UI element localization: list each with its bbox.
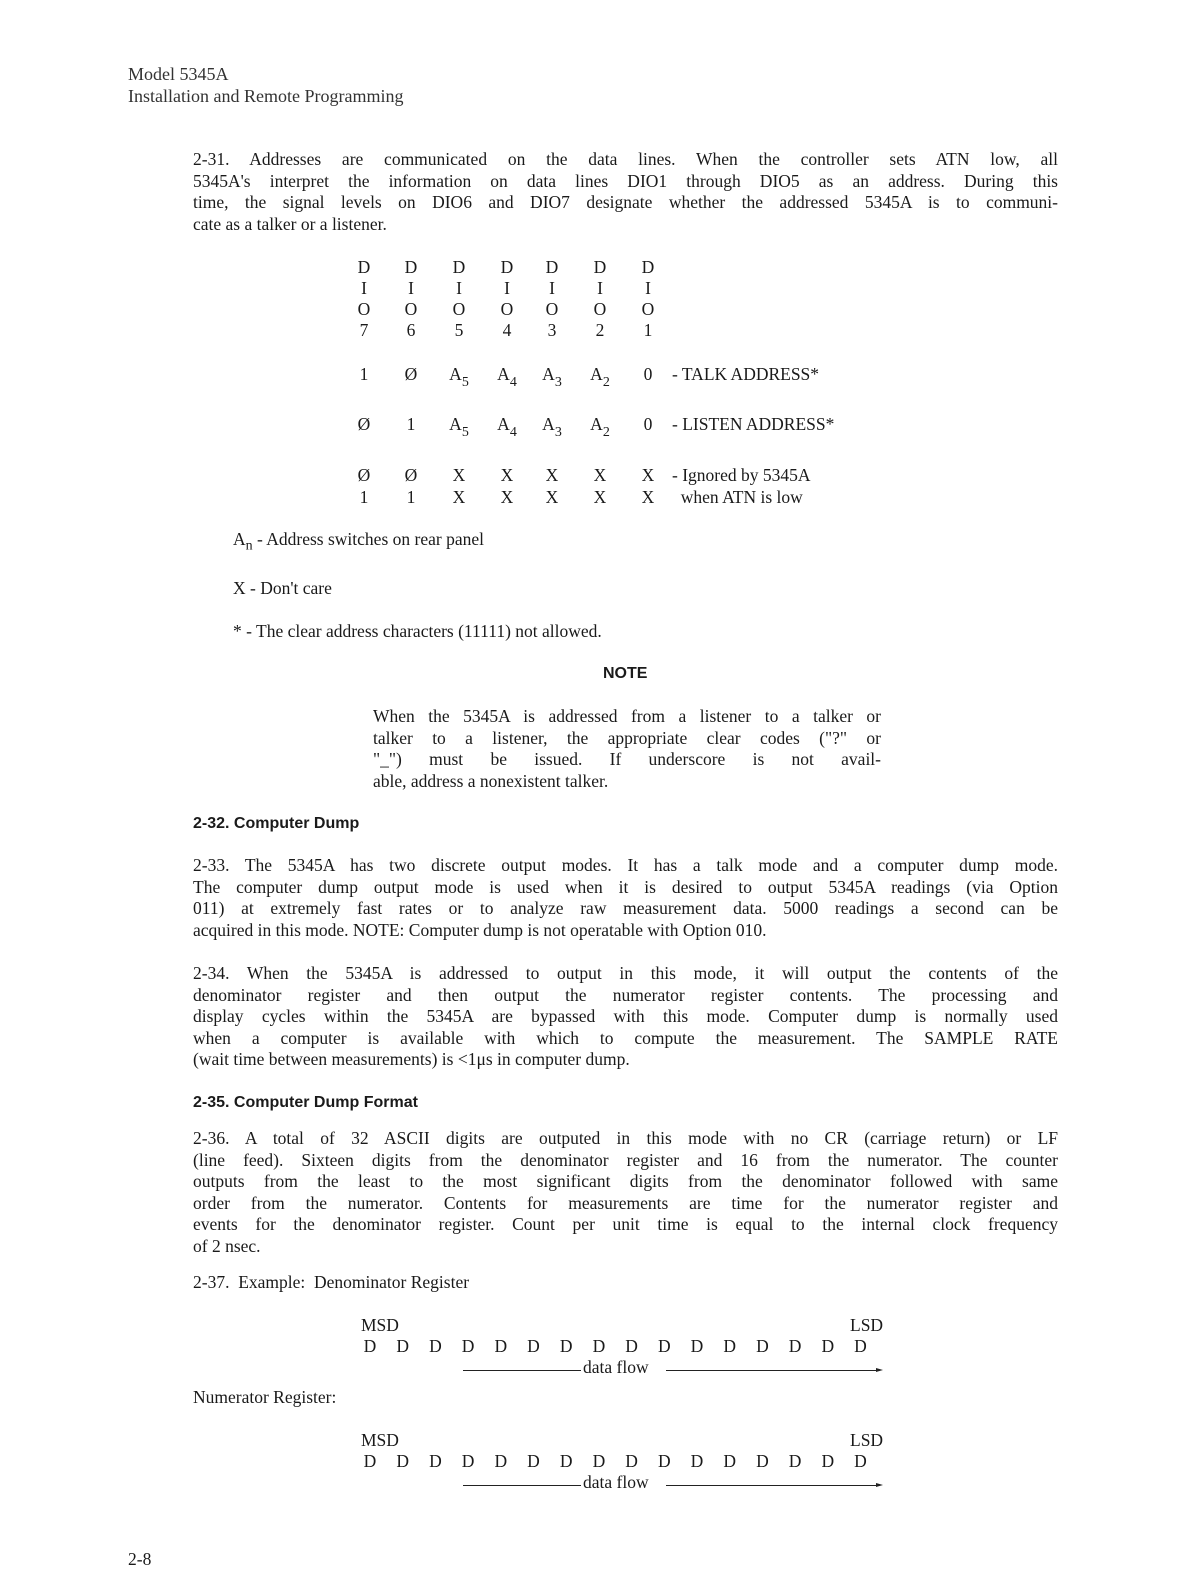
- legend-an-subscript: n: [245, 538, 253, 554]
- column-header-char: 3: [547, 320, 557, 340]
- address-bit-main: 0: [643, 414, 653, 434]
- text-line: cate as a talker or a listener.: [193, 213, 387, 234]
- register-digit: D: [657, 1336, 671, 1356]
- column-header-char: O: [500, 299, 514, 319]
- address-bit: [439, 414, 479, 441]
- column-header-char: D: [545, 257, 559, 277]
- address-bit: [532, 487, 572, 508]
- column-header-char: D: [452, 257, 466, 277]
- address-bit: [391, 487, 431, 508]
- text-line: of 2 nsec.: [193, 1235, 261, 1256]
- address-bit: [439, 465, 479, 486]
- register-digit: D: [429, 1336, 442, 1356]
- address-bit-subscript: 5: [461, 425, 469, 440]
- register-digit: D: [854, 1336, 867, 1356]
- address-row-label: - Ignored by 5345A: [672, 465, 811, 485]
- register-digit: D: [592, 1336, 606, 1356]
- column-header-char: O: [404, 299, 418, 319]
- address-bit-main: X: [593, 487, 607, 507]
- column-header-char: I: [456, 278, 462, 298]
- text-line: display cycles within the 5345A are bypassed with this mode. Computer dump is normally used: [193, 1006, 1058, 1027]
- register-digit: D: [396, 1451, 409, 1471]
- text-line: talker to a listener, the appropriate clear codes ("?" or: [373, 727, 881, 748]
- register-digit: D: [527, 1451, 540, 1471]
- legend-an-text: - Address switches on rear panel: [252, 529, 484, 549]
- data-flow-line-right: [666, 1485, 876, 1486]
- text-line: 011) at extremely fast rates or to analyze raw measurement data. 5000 readings a second can be: [193, 898, 1058, 919]
- note-body: [373, 706, 881, 792]
- text-line: time, the signal levels on DIO6 and DIO7 designate whether the addressed 5345A is to communi-: [193, 192, 1058, 213]
- register-digit: D: [788, 1336, 802, 1356]
- address-bit-subscript: 5: [461, 375, 469, 390]
- arrow-right-icon: [876, 1483, 883, 1487]
- address-bit-main: Ø: [404, 364, 418, 384]
- register-digit: D: [494, 1336, 508, 1356]
- msd-label: MSD: [361, 1430, 399, 1450]
- register-digit: D: [527, 1336, 540, 1356]
- legend-x: X - Don't care: [233, 578, 332, 598]
- data-flow-line-right: [666, 1370, 876, 1371]
- register-digit: D: [559, 1336, 573, 1356]
- text-line: acquired in this mode. NOTE: Computer dump is not operatable with Option 010.: [193, 919, 767, 940]
- column-header-char: I: [597, 278, 603, 298]
- address-bit-main: X: [641, 465, 655, 485]
- address-row-label: when ATN is low: [672, 487, 803, 507]
- paragraph-2-36: [193, 1128, 1058, 1258]
- address-bit-main: X: [500, 487, 514, 507]
- data-flow-label: data flow: [583, 1357, 649, 1377]
- heading-2-32: 2-32. Computer Dump: [193, 815, 360, 832]
- text-line: 2-31. Addresses are communicated on the data lines. When the controller sets ATN low, all: [193, 149, 1058, 169]
- column-header-char: 5: [454, 320, 464, 340]
- address-bit: [628, 414, 668, 435]
- text-line: 5345A's interpret the information on data lines DIO1 through DIO5 as an address. During this: [193, 170, 1058, 191]
- text-line: denominator register and then output the numerator register contents. The processing and: [193, 984, 1058, 1005]
- address-bit: [532, 465, 572, 486]
- address-row-label: - TALK ADDRESS*: [672, 364, 820, 384]
- address-row-label: - LISTEN ADDRESS*: [672, 414, 835, 434]
- data-flow-line-left: [463, 1485, 581, 1486]
- address-bit-subscript: 4: [509, 375, 517, 390]
- register-digit: D: [788, 1451, 802, 1471]
- numerator-label: Numerator Register:: [193, 1387, 337, 1407]
- column-header-char: O: [357, 299, 371, 319]
- address-bit: [628, 364, 668, 385]
- column-header-char: 1: [643, 320, 653, 340]
- address-bit-main: X: [500, 465, 514, 485]
- address-bit: [439, 487, 479, 508]
- paragraph-2-33: [193, 855, 1058, 941]
- address-bit-main: A: [449, 414, 462, 434]
- column-header-char: 2: [595, 320, 605, 340]
- lsd-label: LSD: [850, 1430, 884, 1450]
- address-bit-main: A: [497, 414, 510, 434]
- address-bit-main: X: [545, 465, 559, 485]
- column-header-char: D: [641, 257, 655, 277]
- address-bit-main: 0: [643, 364, 653, 384]
- header-model: Model 5345A: [128, 64, 229, 84]
- address-bit: [487, 465, 527, 486]
- text-line: "_") must be issued. If underscore is not avail-: [373, 749, 881, 770]
- address-bit-main: X: [452, 465, 466, 485]
- address-bit-main: Ø: [404, 465, 418, 485]
- address-bit: [628, 487, 668, 508]
- address-bit: [391, 364, 431, 385]
- note-title: NOTE: [603, 665, 648, 682]
- text-line: (wait time between measurements) is <1μs in computer dump.: [193, 1049, 630, 1070]
- register-digit: D: [396, 1336, 409, 1356]
- address-bit-subscript: 2: [602, 375, 610, 390]
- register-digit: D: [559, 1451, 573, 1471]
- address-bit: [580, 487, 620, 508]
- register-digit: D: [690, 1336, 704, 1356]
- page-number: 2-8: [128, 1549, 152, 1569]
- column-header-char: 6: [406, 320, 416, 340]
- register-digit: D: [461, 1336, 475, 1356]
- address-bit-main: X: [452, 487, 466, 507]
- column-header-char: I: [504, 278, 510, 298]
- column-header-char: D: [404, 257, 418, 277]
- register-digit: D: [821, 1451, 835, 1471]
- address-bit-subscript: 2: [602, 425, 610, 440]
- address-bit: [532, 414, 572, 441]
- text-line: 2-34. When the 5345A is addressed to output in this mode, it will output the contents of the: [193, 963, 1058, 983]
- column-header-char: D: [593, 257, 607, 277]
- address-bit: [532, 364, 572, 391]
- data-flow-label: data flow: [583, 1472, 649, 1492]
- text-line: outputs from the least to the most significant digits from the denominator followed with same: [193, 1171, 1058, 1192]
- text-line: able, address a nonexistent talker.: [373, 770, 609, 791]
- register-digit: D: [657, 1451, 671, 1471]
- address-bit-subscript: 3: [554, 425, 562, 440]
- column-header-char: I: [408, 278, 414, 298]
- address-bit-main: A: [542, 364, 555, 384]
- address-bit: [391, 414, 431, 435]
- address-bit-main: Ø: [357, 414, 371, 434]
- register-digit: D: [494, 1451, 508, 1471]
- register-digit: D: [854, 1451, 867, 1471]
- address-bit-main: A: [497, 364, 510, 384]
- column-header-char: O: [545, 299, 559, 319]
- register-digit: D: [723, 1336, 736, 1356]
- column-header-char: D: [500, 257, 514, 277]
- register-digit: D: [625, 1451, 638, 1471]
- msd-label: MSD: [361, 1315, 399, 1335]
- text-line: order from the numerator. Contents for measurements are time for the numerator register and: [193, 1192, 1058, 1213]
- address-bit-main: X: [545, 487, 559, 507]
- paragraph-2-34: [193, 963, 1058, 1071]
- column-header-char: O: [593, 299, 607, 319]
- address-bit-main: A: [542, 414, 555, 434]
- register-digit: D: [625, 1336, 638, 1356]
- column-header-char: 4: [502, 320, 512, 340]
- register-digit: D: [756, 1336, 769, 1356]
- arrow-right-icon: [876, 1368, 883, 1372]
- column-header-char: D: [357, 257, 371, 277]
- address-bit: [391, 465, 431, 486]
- legend-an: [233, 529, 484, 555]
- text-line: When the 5345A is addressed from a listener to a talker or: [373, 706, 881, 726]
- register-digit: D: [756, 1451, 769, 1471]
- address-bit-main: 1: [359, 364, 369, 384]
- register-digit: D: [461, 1451, 475, 1471]
- register-digit: D: [592, 1451, 606, 1471]
- address-bit: [580, 364, 620, 391]
- paragraph-2-37: 2-37. Example: Denominator Register: [193, 1272, 470, 1292]
- heading-2-35: 2-35. Computer Dump Format: [193, 1094, 418, 1111]
- column-header-char: O: [452, 299, 466, 319]
- address-bit-main: 1: [359, 487, 369, 507]
- paragraph-2-31: [193, 149, 1058, 235]
- register-digit: D: [723, 1451, 736, 1471]
- column-header-char: I: [549, 278, 555, 298]
- address-bit: [439, 364, 479, 391]
- register-digit: D: [429, 1451, 442, 1471]
- text-line: 2-36. A total of 32 ASCII digits are outputed in this mode with no CR (carriage return) or LF: [193, 1128, 1058, 1148]
- address-bit: [487, 487, 527, 508]
- address-bit: [344, 364, 384, 385]
- address-bit: [344, 487, 384, 508]
- address-bit-main: X: [593, 465, 607, 485]
- address-bit: [344, 414, 384, 435]
- address-bit: [487, 414, 527, 441]
- column-header-char: 7: [359, 320, 369, 340]
- text-line: (line feed). Sixteen digits from the denominator register and 16 from the numerator. The counter: [193, 1149, 1058, 1170]
- address-bit-main: Ø: [357, 465, 371, 485]
- register-digit: D: [363, 1336, 377, 1356]
- text-line: when a computer is available with which to compute the measurement. The SAMPLE RATE: [193, 1027, 1058, 1048]
- address-bit: [344, 465, 384, 486]
- address-bit: [580, 465, 620, 486]
- address-bit: [628, 465, 668, 486]
- address-bit-main: A: [590, 414, 603, 434]
- column-header-char: O: [641, 299, 655, 319]
- address-bit-subscript: 3: [554, 375, 562, 390]
- address-bit-main: 1: [406, 414, 416, 434]
- address-bit-main: A: [449, 364, 462, 384]
- column-header-char: I: [645, 278, 651, 298]
- legend-an-symbol: A: [233, 529, 246, 549]
- address-bit-subscript: 4: [509, 425, 517, 440]
- data-flow-line-left: [463, 1370, 581, 1371]
- register-digit: D: [821, 1336, 835, 1356]
- legend-star: * - The clear address characters (11111) not allowed.: [233, 621, 602, 641]
- register-digit: D: [363, 1451, 377, 1471]
- address-bit: [580, 414, 620, 441]
- address-bit-main: X: [641, 487, 655, 507]
- header-section: Installation and Remote Programming: [128, 86, 404, 106]
- address-bit-main: A: [590, 364, 603, 384]
- register-digit: D: [690, 1451, 704, 1471]
- lsd-label: LSD: [850, 1315, 884, 1335]
- column-header-char: I: [361, 278, 367, 298]
- text-line: 2-33. The 5345A has two discrete output modes. It has a talk mode and a computer dump mode.: [193, 855, 1058, 875]
- address-bit-main: 1: [406, 487, 416, 507]
- text-line: events for the denominator register. Count per unit time is equal to the internal clock frequency: [193, 1214, 1058, 1235]
- text-line: The computer dump output mode is used when it is desired to output 5345A readings (via Option: [193, 876, 1058, 897]
- address-bit: [487, 364, 527, 391]
